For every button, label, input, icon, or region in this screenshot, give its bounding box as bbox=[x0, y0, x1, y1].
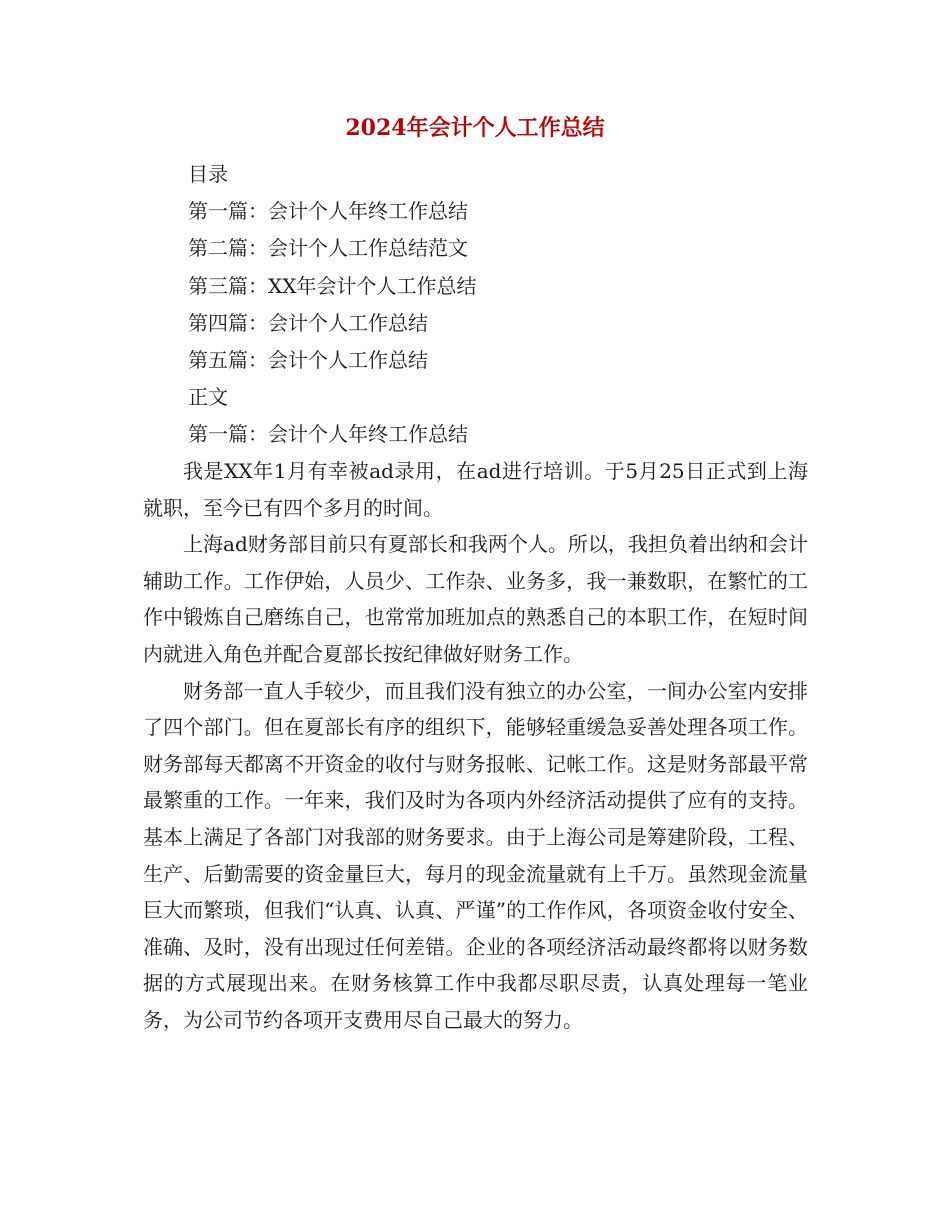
body-paragraph-3: 财务部一直人手较少，而且我们没有独立的办公室，一间办公室内安排了四个部门。但在夏部长有序的组织下，能够轻重缓急妥善处理各项工作。财务部每天都离不开资金的收付与财务报帐、记帐工作。这是财务部最平常最繁重的工作。一年来，我们及时为各项内外经济活动提供了应有的支持。基本上满足了各部门对我部的财务要求。由于上海公司是筹建阶段，工程、生产、后勤需要的资金量巨大，每月的现金流量就有上千万。虽然现金流量巨大而繁琐，但我们“认真、认真、严谨”的工作作风，各项资金收付安全、准确、及时，没有出现过任何差错。企业的各项经济活动最终都将以财务数据的方式展现出来。在财务核算工作中我都尽职尽责，认真处理每一笔业务，为公司节约各项开支费用尽自己最大的努力。 bbox=[143, 678, 808, 1032]
body-heading: 正文 bbox=[188, 385, 228, 410]
toc-item-4: 第四篇：会计个人工作总结 bbox=[188, 310, 428, 335]
toc-item-2: 第二篇：会计个人工作总结范文 bbox=[188, 236, 468, 261]
toc-item-3: 第三篇：XX年会计个人工作总结 bbox=[188, 273, 477, 298]
section-title: 第一篇：会计个人年终工作总结 bbox=[188, 422, 468, 447]
toc-heading: 目录 bbox=[188, 162, 228, 186]
table-of-contents bbox=[188, 156, 828, 454]
body-paragraph-1: 我是XX年1月有幸被ad录用，在ad进行培训。于5月25日正式到上海就职，至今已有四个多月的时间。 bbox=[143, 459, 808, 520]
toc-item-1: 第一篇：会计个人年终工作总结 bbox=[188, 199, 468, 224]
document-body bbox=[143, 453, 808, 1039]
toc-item-5: 第五篇：会计个人工作总结 bbox=[188, 348, 428, 373]
document-title: 2024年会计个人工作总结 bbox=[345, 115, 605, 141]
body-paragraph-2: 上海ad财务部目前只有夏部长和我两个人。所以，我担负着出纳和会计辅助工作。工作伊始，人员少、工作杂、业务多，我一兼数职，在繁忙的工作中锻炼自己磨练自己，也常常加班加点的熟悉自己的本职工作，在短时间内就进入角色并配合夏部长按纪律做好财务工作。 bbox=[143, 532, 808, 666]
